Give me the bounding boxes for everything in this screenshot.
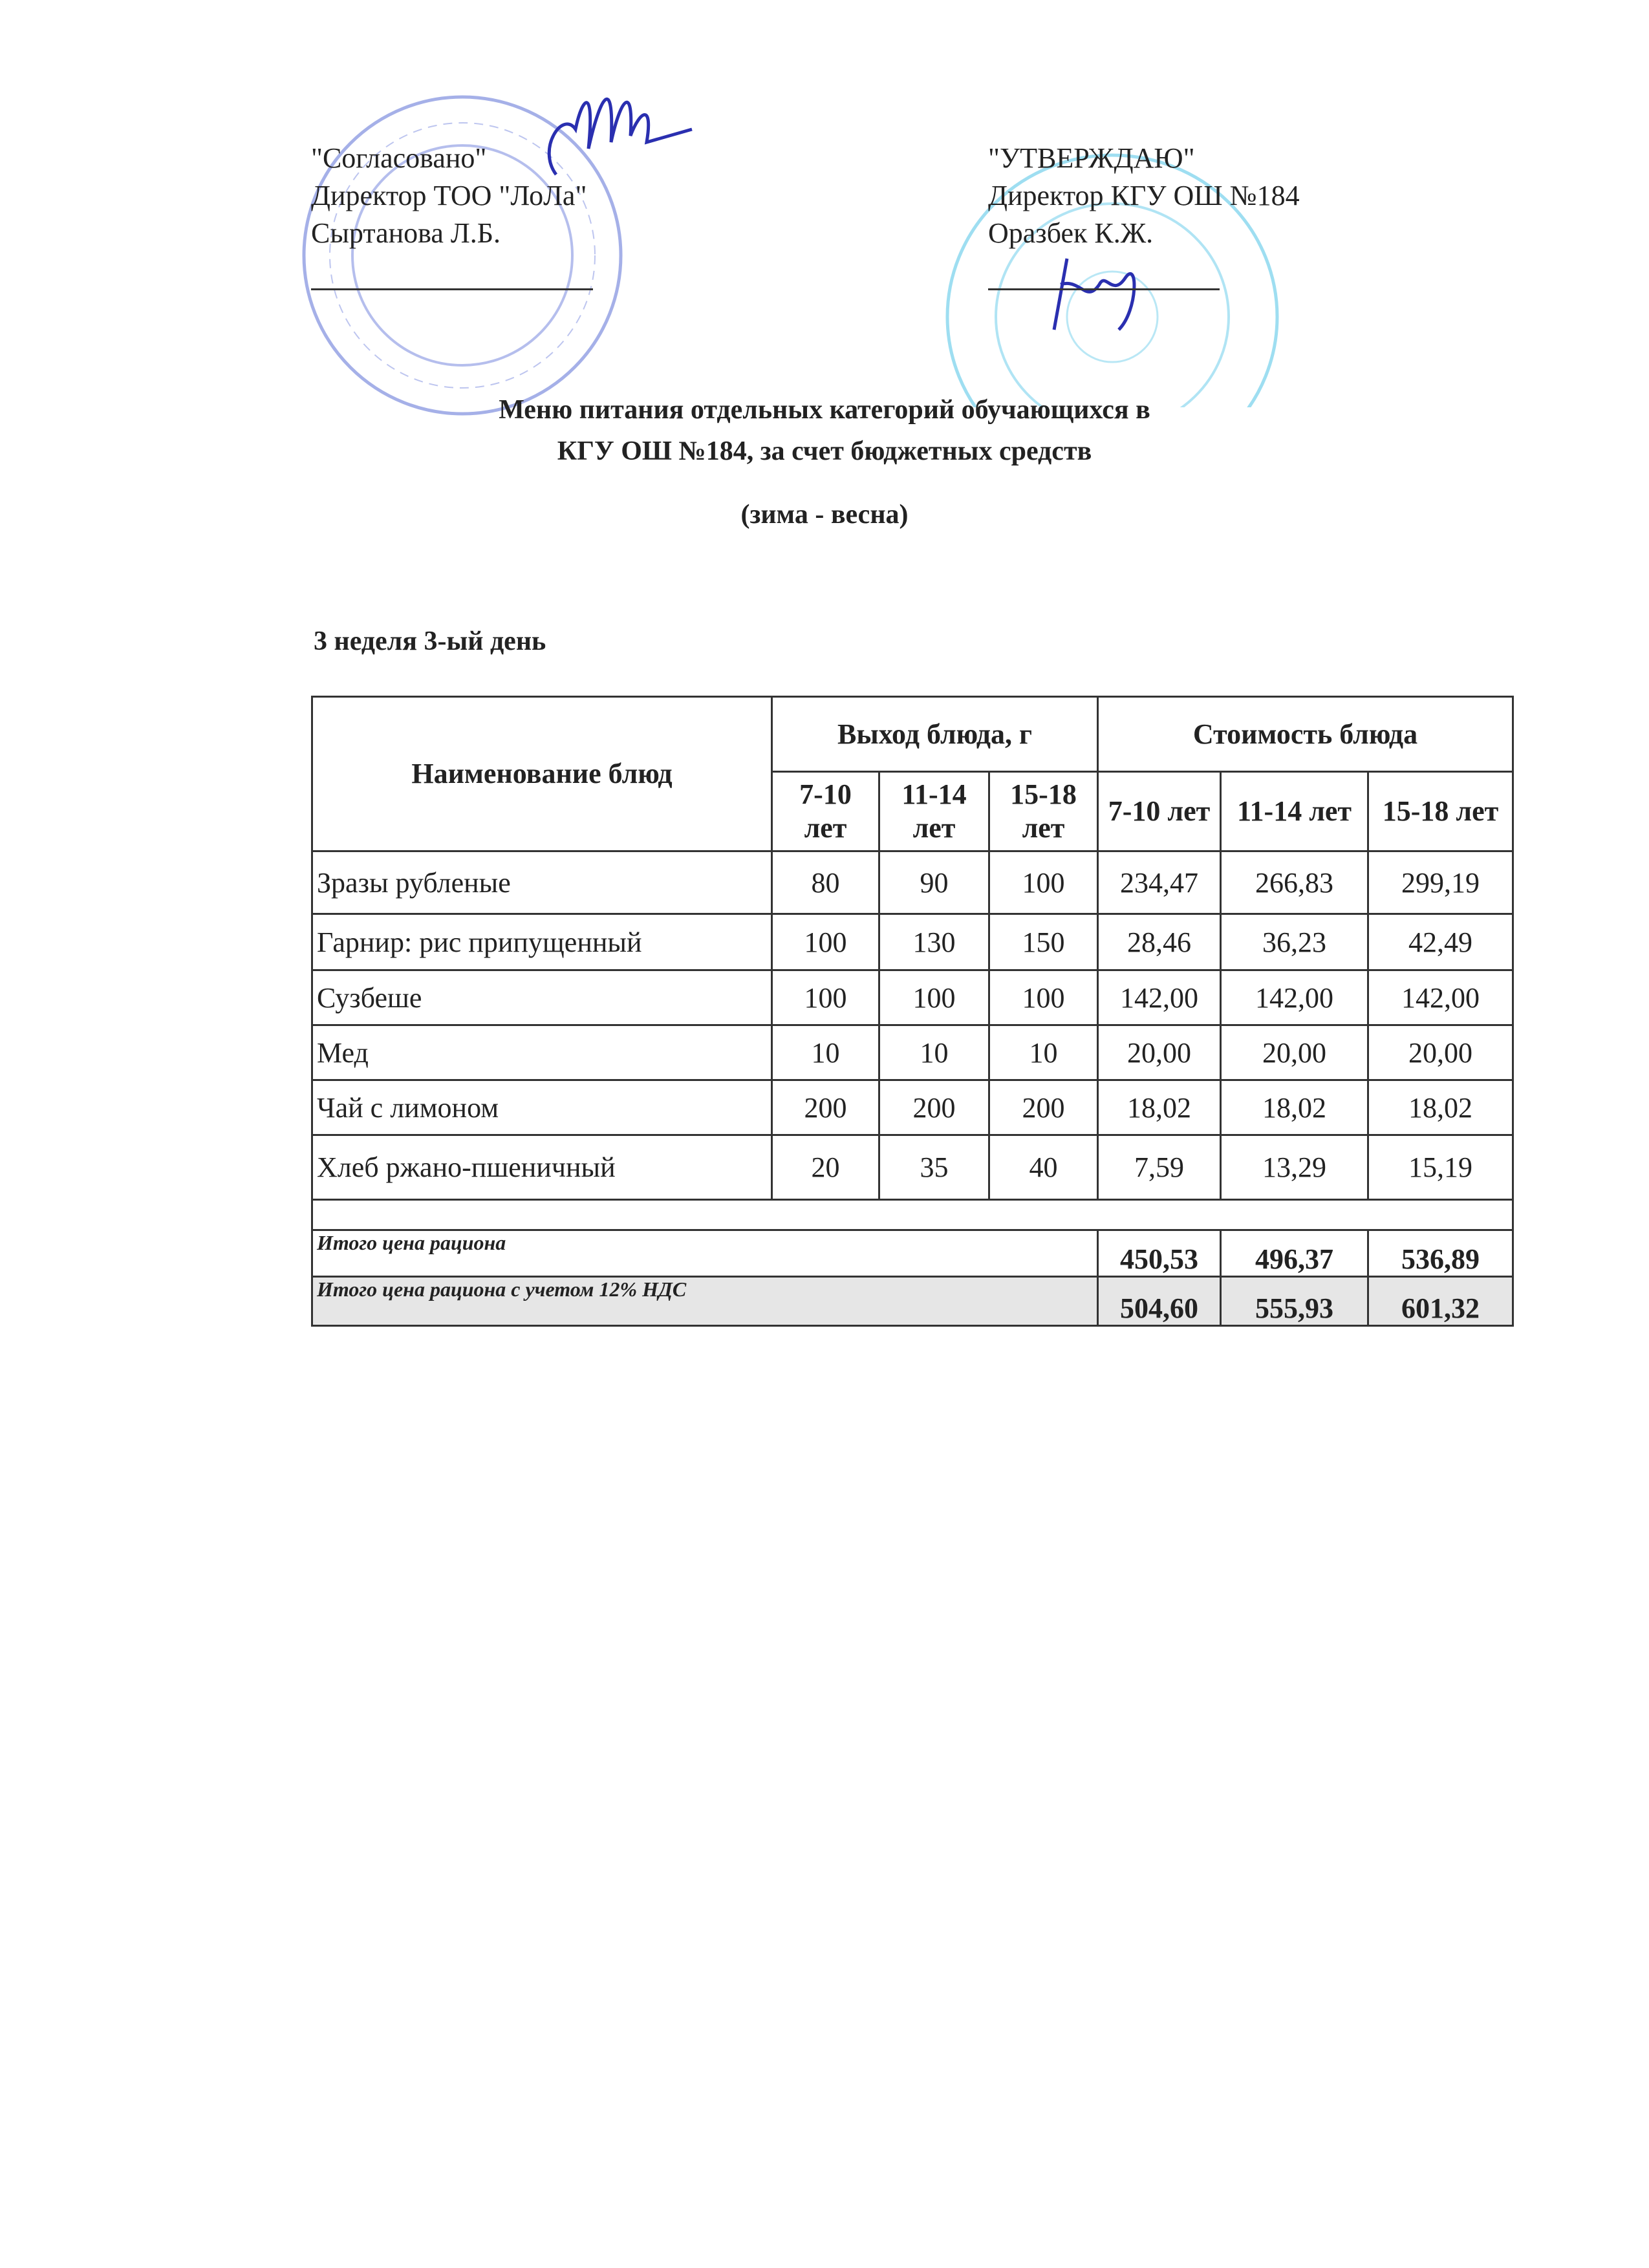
cell: 20,00 — [1221, 1025, 1368, 1080]
total-row — [312, 1230, 1513, 1277]
dish-name: Чай с лимоном — [312, 1080, 772, 1135]
cell: 40 — [989, 1135, 1098, 1200]
approval-right — [988, 140, 1300, 252]
empty-cell — [312, 1200, 1513, 1230]
cell: 42,49 — [1368, 914, 1513, 970]
cell: 10 — [879, 1025, 989, 1080]
signature-right — [1041, 246, 1170, 336]
table-row — [312, 1025, 1513, 1080]
doc-season: (зима - весна) — [740, 500, 909, 530]
cell: 100 — [989, 851, 1098, 914]
total-value: 536,89 — [1368, 1230, 1513, 1277]
table-row — [312, 851, 1513, 914]
header-age: 11-14 лет — [1221, 772, 1368, 851]
table-row — [312, 1135, 1513, 1200]
cell: 100 — [772, 914, 879, 970]
cell: 18,02 — [1221, 1080, 1368, 1135]
menu-table — [311, 696, 1514, 1327]
signature-line-right — [988, 288, 1220, 290]
approve-label: "УТВЕРЖДАЮ" — [988, 142, 1195, 174]
cell: 142,00 — [1221, 970, 1368, 1025]
total-vat-value: 601,32 — [1368, 1277, 1513, 1326]
cell: 200 — [879, 1080, 989, 1135]
total-vat-label: Итого цена рациона с учетом 12% НДС — [312, 1277, 1098, 1326]
cell: 200 — [989, 1080, 1098, 1135]
cell: 7,59 — [1098, 1135, 1221, 1200]
header-age: 11-14 лет — [879, 772, 989, 851]
agreed-position: Директор ТОО "ЛоЛа" — [311, 180, 587, 211]
cell: 142,00 — [1098, 970, 1221, 1025]
dish-name: Сузбеше — [312, 970, 772, 1025]
cell: 10 — [772, 1025, 879, 1080]
cell: 28,46 — [1098, 914, 1221, 970]
cell: 100 — [772, 970, 879, 1025]
cell: 130 — [879, 914, 989, 970]
header-age: 15-18 лет — [989, 772, 1098, 851]
cell: 18,02 — [1098, 1080, 1221, 1135]
approve-position: Директор КГУ ОШ №184 — [988, 180, 1300, 211]
signature-line-left — [311, 288, 593, 290]
cell: 100 — [989, 970, 1098, 1025]
approval-left — [311, 140, 587, 252]
total-vat-value: 555,93 — [1221, 1277, 1368, 1326]
cell: 234,47 — [1098, 851, 1221, 914]
cell: 200 — [772, 1080, 879, 1135]
table-row — [312, 914, 1513, 970]
total-label: Итого цена рациона — [312, 1230, 1098, 1277]
total-value: 450,53 — [1098, 1230, 1221, 1277]
doc-title-2: КГУ ОШ №184, за счет бюджетных средств — [557, 436, 1092, 466]
dish-name: Хлеб ржано-пшеничный — [312, 1135, 772, 1200]
cell: 299,19 — [1368, 851, 1513, 914]
day-label: 3 неделя 3-ый день — [314, 626, 546, 656]
empty-row — [312, 1200, 1513, 1230]
doc-title-1: Меню питания отдельных категорий обучающихся в — [499, 395, 1150, 425]
header-age: 15-18 лет — [1368, 772, 1513, 851]
header-dish-name: Наименование блюд — [312, 697, 772, 851]
cell: 90 — [879, 851, 989, 914]
agreed-label: "Согласовано" — [311, 142, 487, 174]
header-yield: Выход блюда, г — [772, 697, 1098, 772]
dish-name: Зразы рубленые — [312, 851, 772, 914]
total-vat-row — [312, 1277, 1513, 1326]
header-age: 7-10 лет — [772, 772, 879, 851]
table-row — [312, 970, 1513, 1025]
cell: 100 — [879, 970, 989, 1025]
cell: 142,00 — [1368, 970, 1513, 1025]
cell: 18,02 — [1368, 1080, 1513, 1135]
table-row — [312, 1080, 1513, 1135]
header-cost: Стоимость блюда — [1098, 697, 1513, 772]
cell: 13,29 — [1221, 1135, 1368, 1200]
agreed-person: Сыртанова Л.Б. — [311, 217, 501, 249]
cell: 10 — [989, 1025, 1098, 1080]
cell: 266,83 — [1221, 851, 1368, 914]
cell: 15,19 — [1368, 1135, 1513, 1200]
dish-name: Гарнир: рис припущенный — [312, 914, 772, 970]
cell: 150 — [989, 914, 1098, 970]
dish-name: Мед — [312, 1025, 772, 1080]
approve-person: Оразбек К.Ж. — [988, 217, 1154, 249]
cell: 35 — [879, 1135, 989, 1200]
cell: 36,23 — [1221, 914, 1368, 970]
total-value: 496,37 — [1221, 1230, 1368, 1277]
cell: 20,00 — [1368, 1025, 1513, 1080]
total-vat-value: 504,60 — [1098, 1277, 1221, 1326]
cell: 20 — [772, 1135, 879, 1200]
cell: 20,00 — [1098, 1025, 1221, 1080]
cell: 80 — [772, 851, 879, 914]
header-age: 7-10 лет — [1098, 772, 1221, 851]
